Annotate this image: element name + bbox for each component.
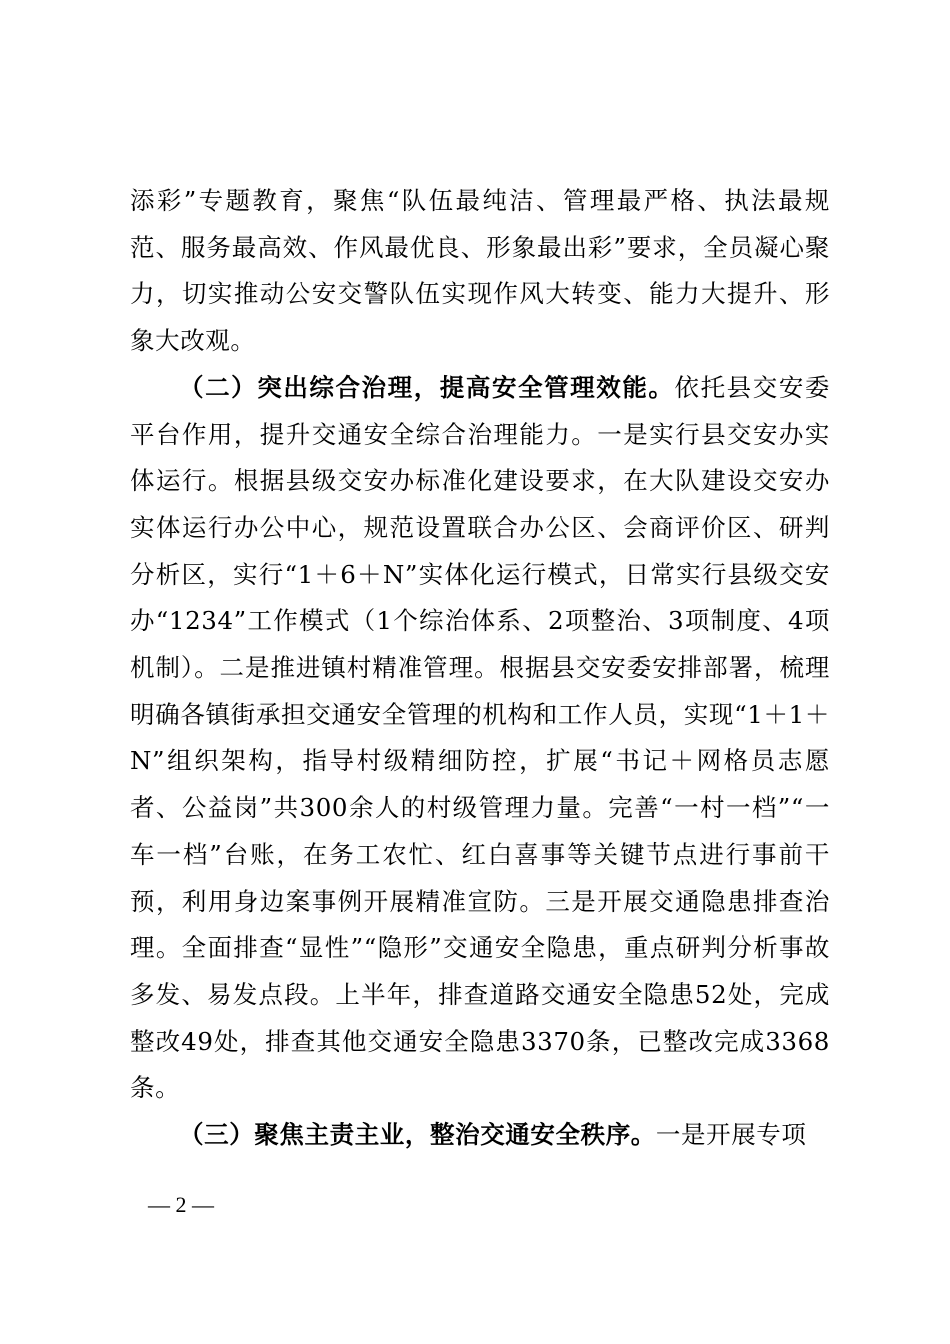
page-number: — 2 — xyxy=(148,1192,214,1217)
paragraph-2 xyxy=(130,365,830,1112)
paragraph-3-heading: （三）聚焦主责主业，整治交通安全秩序。 xyxy=(179,1120,656,1150)
paragraph-1 xyxy=(130,178,830,365)
paragraph-1-text: 添彩”专题教育，聚焦“队伍最纯洁、管理最严格、执法最规范、服务最高效、作风最优良、形象最出彩”要求，全员凝心聚力，切实推动公安交警队伍实现作风大转变、能力大提升、形象大改观。 xyxy=(130,186,830,356)
paragraph-2-heading: （二）突出综合治理，提高安全管理效能。 xyxy=(179,372,675,402)
paragraph-2-text: 依托县交安委平台作用，提升交通安全综合治理能力。一是实行县交安办实体运行。根据县级交安办标准化建设要求，在大队建设交安办实体运行办公中心，规范设置联合办公区、会商评价区、研判分析区，实行“1＋6＋N”实体化运行模式，日常实行县级交安办“1234”工作模式（1个综治体系、2项整治、3项制度、4项机制）。二是推进镇村精准管理。根据县交安委安排部署，梳理明确各镇街承担交通安全管理的机构和工作人员，实现“1＋1＋N”组织架构，指导村级精细防控，扩展“书记＋网格员志愿者、公益岗”共300余人的村级管理力量。完善“一村一档”“一车一档”台账，在务工农忙、红白喜事等关键节点进行事前干预，利用身边案事例开展精准宣防。三是开展交通隐患排查治理。全面排查“显性”“隐形”交通安全隐患，重点研判分析事故多发、易发点段。上半年，排查道路交通安全隐患52处，完成整改49处，排查其他交通安全隐患3370条，已整改完成3368条。 xyxy=(130,372,830,1103)
paragraph-3 xyxy=(130,1112,830,1159)
paragraph-3-text: 一是开展专项 xyxy=(655,1120,807,1150)
document-body xyxy=(130,178,830,1159)
